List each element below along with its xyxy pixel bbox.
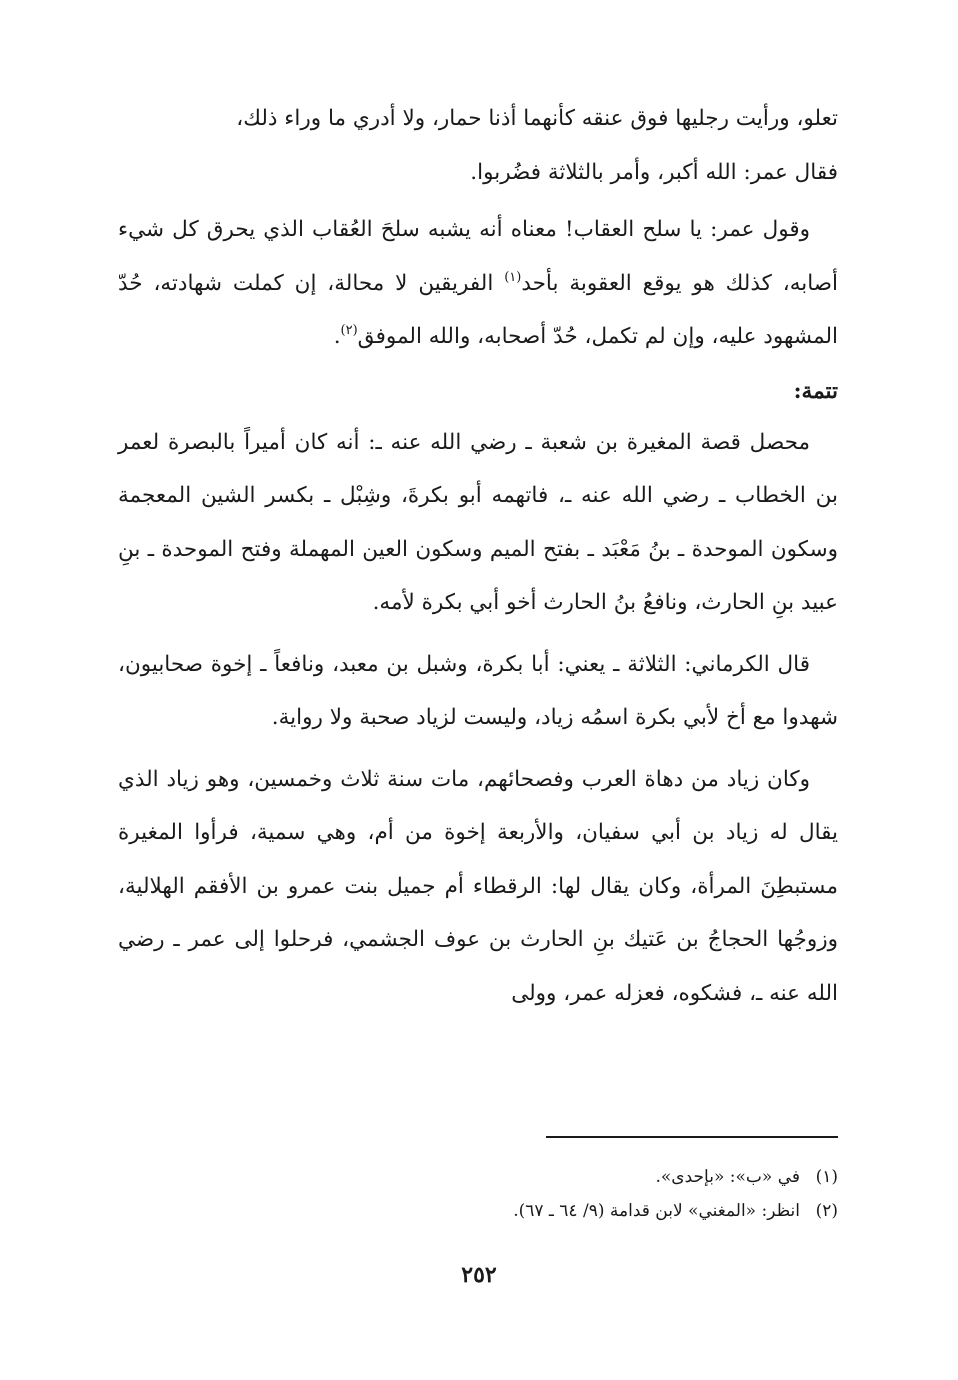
footnote-1-number: (١) (815, 1167, 838, 1187)
page-number: ٢٥٢ (461, 1262, 497, 1288)
footnote-1 (118, 1160, 838, 1194)
paragraph-1-line-2: فقال عمر: الله أكبر، وأمر بالثلاثة فضُربوا. (470, 159, 838, 185)
paragraph-4: قال الكرماني: الثلاثة ـ يعني: أبا بكرة، وشبل بن معبد، ونافعاً ـ إخوة صحابيون، شهدوا مع أخ لأبي بكرة اسمُه زياد، وليست لزياد صحبة ولا رواية. (118, 651, 838, 730)
paragraph-3: محصل قصة المغيرة بن شعبة ـ رضي الله عنه ـ: أنه كان أميراً بالبصرة لعمر بن الخطاب ـ رضي الله عنه ـ، فاتهمه أبو بكرةَ، وشِبْل ـ بكسر الشين المعجمة وسكون الموحدة ـ بنُ مَعْبَد ـ بفتح الميم وسكون العين المهملة وفتح الموحدة ـ بنِ عبيد بنِ الحارث، ونافعُ بنُ الحارث أخو أبي بكرة لأمه. (118, 429, 838, 615)
footnote-2-text: انظر: «المغني» لابن قدامة (٩/ ٦٤ ـ ٦٧). (513, 1201, 800, 1221)
section-heading: تتمة: (793, 378, 838, 404)
footnote-1-text: في «ب»: «بإحدى». (655, 1167, 800, 1187)
footnotes (118, 1160, 838, 1228)
footnote-ref-1[interactable]: (١) (504, 269, 522, 285)
paragraph-2 (118, 203, 838, 364)
paragraph-2-text-b: الفريقين لا محالة، إن كملت شهادته، حُدّ المشهود عليه، وإن لم تكمل، حُدّ أصحابه، والله الموفق (118, 270, 838, 349)
paragraph-1-line-1: تعلو، ورأيت رجليها فوق عنقه كأنهما أذنا حمار، ولا أدري ما وراء ذلك، (236, 106, 838, 131)
paragraph-1 (118, 92, 838, 199)
paragraph-2-end: . (333, 324, 341, 349)
paragraph-2-text-a: وقول عمر: يا سلح العقاب! معناه أنه يشبه سلحَ العُقاب الذي يحرق كل شيء أصابه، كذلك هو يوقع العقوبة بأحد (118, 217, 838, 296)
footnote-2 (118, 1194, 838, 1228)
paragraph-5: وكان زياد من دهاة العرب وفصحائهم، مات سنة ثلاث وخمسين، وهو زياد الذي يقال له زياد بن أبي سفيان، والأربعة إخوة من أم، وهي سمية، فرأوا المغيرة مستبطِنَ المرأة، وكان يقال لها: الرقطاء أم جميل بنت عمرو بن الأفقم الهلالية، وزوجُها الحجاجُ بن عَتيك بنِ الحارث بن عوف الجشمي، فرحلوا إلى عمر ـ رضي الله عنه ـ، فشكوه، فعزله عمر، وولى (118, 766, 838, 1006)
page-body (118, 92, 838, 1020)
footnote-2-number: (٢) (815, 1201, 838, 1221)
footnote-ref-2[interactable]: (٢) (340, 323, 358, 338)
footnote-divider (546, 1136, 838, 1138)
